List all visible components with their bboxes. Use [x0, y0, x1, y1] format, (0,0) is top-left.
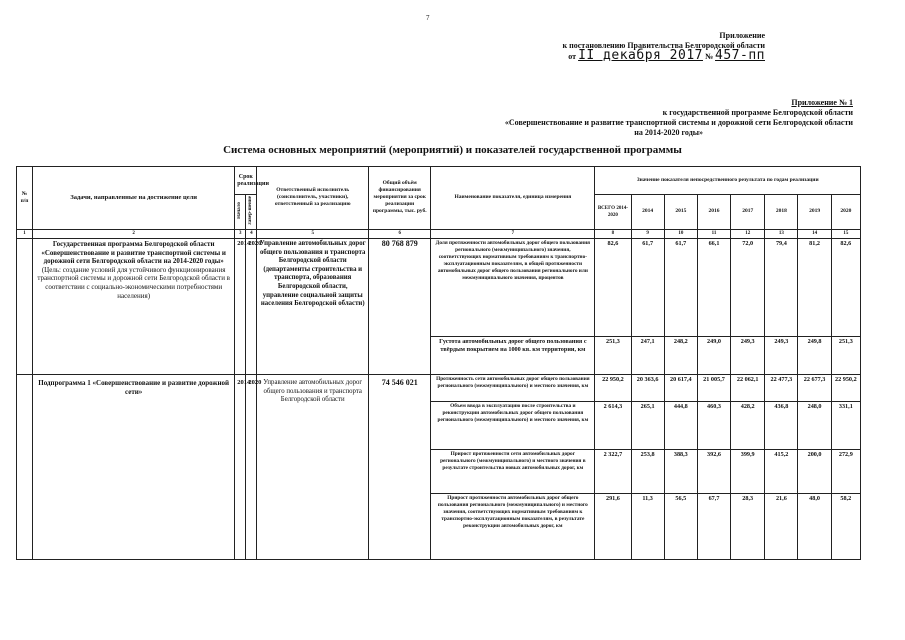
col-head-total: ВСЕГО 2014-2020: [595, 195, 631, 230]
col-head-indicator: Наименование показателя, единица измерения: [431, 167, 595, 230]
resolution-appendix-title: Приложение: [719, 31, 765, 40]
resolution-reference: к постановлению Правительства Белгородской области: [562, 41, 765, 50]
indicator-name: Прирост протяженности сети автомобильных дорог регионального (межмуниципального) и местного значения в результате строительства новых автомобильных дорог, км: [431, 449, 595, 493]
col-head-values: Значение показателя непосредственного результата по годам реализации: [595, 167, 861, 195]
indicator-name: Протяженность сети автомобильных дорог общего пользования регионального (межмуниципального) и местного значения, км: [431, 374, 595, 401]
col-head-responsible: Ответственный исполнитель (соисполнитель, участники), ответственный за реализацию: [257, 167, 369, 230]
col-head-term: Срок реализации: [235, 167, 257, 195]
col-head-start: Начало: [235, 195, 246, 230]
indicator-name: Объем ввода в эксплуатацию после строительства и реконструкции автомобильных дорог общего пользования регионального (межмуниципального) и местного значения, км: [431, 401, 595, 449]
program-responsible: Управление автомобильных дорог общего пользования и транспорта Белгородской области (департаменты строительства и транспорта, образования Белгородской области, управление социальной защиты населения Белгородской области): [257, 238, 369, 374]
col-head-finance: Общий объём финансирования мероприятия за срок реализации программы, тыс. руб.: [369, 167, 431, 230]
indicator-name: Доля протяженности автомобильных дорог общего пользования регионального (межмуниципального) значения, соответствующих нормативным требованиям к транспортно-эксплуатационным показателям, в общей протяженности автомобильных дорог общего пользования регионального или межмуниципального значения, процентов: [431, 238, 595, 336]
program-appendix-header: Приложение № 1 к государственной программе Белгородской области «Совершенствование и развитие транспортной системы и дорожной сети Белгородской области на 2014-2020 годы»: [504, 98, 853, 137]
page-number: 7: [426, 14, 430, 22]
subprogram-finance: 74 546 021: [369, 374, 431, 559]
program-finance: 80 768 879: [369, 238, 431, 374]
resolution-date: II декабря 2017: [578, 48, 703, 63]
col-head-year: 2018: [765, 195, 798, 230]
col-head-year: 2015: [664, 195, 697, 230]
col-head-num: № п/п: [17, 167, 33, 230]
col-head-year: 2014: [631, 195, 664, 230]
indicator-name: Густота автомобильных дорог общего пользования с твёрдым покрытием на 1000 кв. км территории, км: [431, 336, 595, 374]
document-title: Система основных мероприятий (мероприятий) и показателей государственной программы: [223, 144, 682, 156]
table-row: Подпрограмма 1 «Совершенствование и развитие дорожной сети» 2014 2020 Управление автомобильных дорог общего пользования и транспорта Белгородской области 74 546 021 Протяженность сети автомобильных дорог общего пользования регионального (межмуниципального) и местного значения, км 22 950,2 20 363,6 20 617,4 21 005,7 22 062,1 22 477,3 22 677,3 22 950,2: [17, 374, 861, 401]
col-head-tasks: Задачи, направленные на достижение цели: [33, 167, 235, 230]
table-row: Прирост протяженности сети автомобильных дорог регионального (межмуниципального) и местного значения в результате строительства новых автомобильных дорог, км 2 322,7 253,8 388,3 392,6 399,9 415,2 200,0 272,9: [17, 449, 861, 493]
program-task: Государственная программа Белгородской области «Совершенствование и развитие транспортной системы и дорожной сети Белгородской области на 2014-2020 годы» (Цель: создание условий для устойчивого функционирования транспортной системы и дорожной сети Белгородской области в соответствии с социально-экономическими потребностями населения): [33, 238, 235, 374]
resolution-number: 457-пп: [715, 48, 765, 63]
table-row: Объем ввода в эксплуатацию после строительства и реконструкции автомобильных дорог общего пользования регионального (межмуниципального) и местного значения, км 2 614,3 265,1 444,8 460,3 428,2 436,8 248,0 331,1: [17, 401, 861, 449]
subprogram-task: Подпрограмма 1 «Совершенствование и развитие дорожной сети»: [33, 374, 235, 559]
col-head-year: 2016: [697, 195, 730, 230]
resolution-date-line: от II декабря 2017 № 457-пп: [568, 48, 765, 63]
program-appendix-title: Приложение № 1: [791, 98, 853, 107]
table-row: Густота автомобильных дорог общего пользования с твёрдым покрытием на 1000 кв. км территории, км 251,3 247,1 248,2 249,0 249,3 249,3 249,8 251,3: [17, 336, 861, 374]
col-head-year: 2017: [731, 195, 765, 230]
table-row: Прирост протяженности автомобильных дорог общего пользования регионального (межмуниципального) и местного значения, соответствующих нормативным требованиям к транспортно-эксплуатационным показателям, в результате реконструкции автомобильных дорог, км 291,6 11,3 56,5 67,7 28,3 21,6 48,0 58,2: [17, 493, 861, 559]
program-table: [16, 166, 861, 560]
col-head-year: 2020: [831, 195, 860, 230]
col-head-year: 2019: [798, 195, 831, 230]
column-index-row: 1 2 3 4 5 6 7 8 9 10 11 12 13 14 15: [17, 229, 861, 238]
indicator-name: Прирост протяженности автомобильных дорог общего пользования регионального (межмуниципального) и местного значения, соответствующих нормативным требованиям к транспортно-эксплуатационным показателям, в результате реконструкции автомобильных дорог, км: [431, 493, 595, 559]
subprogram-responsible: Управление автомобильных дорог общего пользования и транспорта Белгородской области: [257, 374, 369, 559]
table-row: Государственная программа Белгородской области «Совершенствование и развитие транспортной системы и дорожной сети Белгородской области на 2014-2020 годы» (Цель: создание условий для устойчивого функционирования транспортной системы и дорожной сети Белгородской области в соответствии с социально-экономическими потребностями населения) 2014 2020 Управление автомобильных дорог общего пользования и транспорта Белгородской области (департаменты строительства и транспорта, образования Белгородской области, управление социальной защиты населения Белгородской области) 80 768 879 Доля протяженности автомобильных дорог общего пользования регионального (межмуниципального) значения, соответствующих нормативным требованиям к транспортно-эксплуатационным показателям, в общей протяженности автомобильных дорог общего пользования регионального или межмуниципального значения, процентов 82,6 61,7 61,7 66,1 72,0 79,4 81,2 82,6: [17, 238, 861, 336]
resolution-header: [563, 31, 765, 62]
col-head-end: Завер-шение: [246, 195, 257, 230]
